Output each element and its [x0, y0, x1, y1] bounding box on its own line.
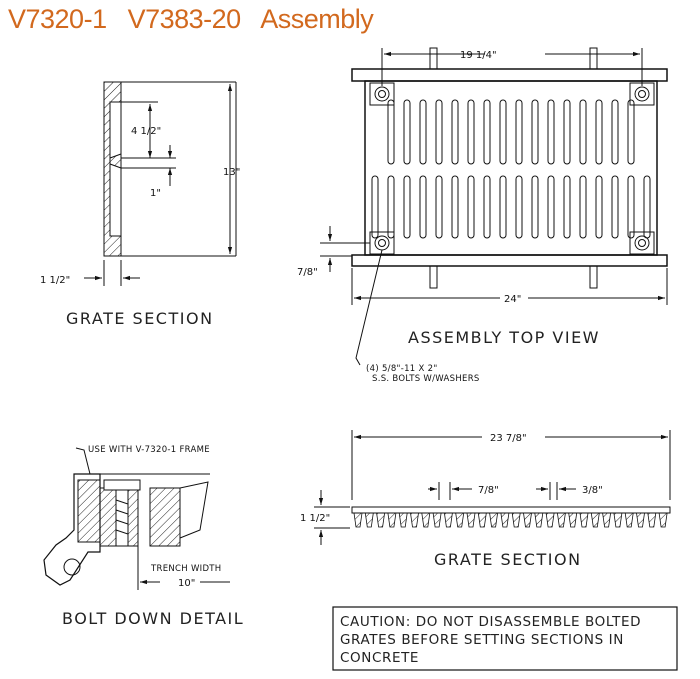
grate-slot: [404, 176, 410, 238]
assembly-top-view: [297, 48, 667, 384]
grate-slot: [500, 100, 506, 164]
caution-line3: CONCRETE: [340, 650, 420, 666]
grate-slot: [452, 100, 458, 164]
grate-bar: [422, 513, 430, 527]
grate-slot: [436, 176, 442, 238]
bolt-note-line1: (4) 5/8"-11 X 2": [366, 364, 438, 374]
grate-slot: [420, 176, 426, 238]
grate-bar: [411, 513, 419, 527]
grate-slot: [612, 100, 618, 164]
grate-slot: [468, 176, 474, 238]
bolt-down-caption: BOLT DOWN DETAIL: [62, 609, 245, 628]
grate-bar: [659, 513, 667, 527]
grate-bar: [603, 513, 611, 527]
grate-slot: [580, 176, 586, 238]
grate-bar: [354, 513, 362, 527]
bolt-note-line2: S.S. BOLTS W/WASHERS: [372, 374, 480, 384]
grate-bar: [637, 513, 645, 527]
grate-section-side-caption: GRATE SECTION: [66, 309, 214, 328]
grate-bar: [456, 513, 464, 527]
bolt-head: [104, 480, 140, 490]
bottom-frame-rail: [352, 255, 667, 266]
grate-slot: [420, 100, 426, 164]
grate-bar: [444, 513, 452, 527]
grate-slot: [564, 100, 570, 164]
caution-line2: GRATES BEFORE SETTING SECTIONS IN: [340, 632, 624, 648]
caution-line1: CAUTION: DO NOT DISASSEMBLE BOLTED: [340, 614, 642, 630]
dim-bar-label: 1": [150, 188, 161, 199]
dim-pitch-label: 7/8": [478, 485, 499, 496]
grate-bar: [478, 513, 486, 527]
grate-slots: [372, 100, 650, 238]
grate-slot: [644, 176, 650, 238]
dim-length-label: 23 7/8": [490, 433, 527, 444]
grate-slot: [500, 176, 506, 238]
grate-bar: [512, 513, 520, 527]
dim-height-label: 13": [223, 167, 241, 178]
grate-section-bottom-view: [300, 430, 670, 569]
caution-box: [333, 607, 677, 670]
grate-bar: [467, 513, 475, 527]
grate-slot: [484, 176, 490, 238]
grate-slot: [580, 100, 586, 164]
bolt-shank: [116, 490, 128, 546]
grate-slot: [516, 176, 522, 238]
grate-bar: [591, 513, 599, 527]
grate-slot: [628, 176, 634, 238]
dim-spacing-label: 4 1/2": [131, 126, 162, 137]
dim-width-label: 24": [504, 294, 522, 305]
grate-bar: [648, 513, 656, 527]
grate-slot: [596, 176, 602, 238]
grate-bar: [388, 513, 396, 527]
grate-bar: [535, 513, 543, 527]
grate-bar: [546, 513, 554, 527]
grate-bar: [557, 513, 565, 527]
grate-bar: [501, 513, 509, 527]
grate-section-side-view: [40, 82, 240, 328]
grate-bar: [625, 513, 633, 527]
grate-slot: [436, 100, 442, 164]
trench-width-label: TRENCH WIDTH: [151, 564, 222, 574]
grate-slot: [548, 176, 554, 238]
bolt-down-detail: [44, 445, 244, 628]
grate-bars: [354, 513, 667, 527]
bolt-down-note: USE WITH V-7320-1 FRAME: [88, 445, 210, 455]
dim-bottom-height-label: 1 1/2": [300, 513, 331, 524]
dim-offset-label: 7/8": [297, 267, 318, 278]
assembly-top-view-caption: ASSEMBLY TOP VIEW: [408, 328, 600, 347]
grate-bar: [569, 513, 577, 527]
grate-bar: [524, 513, 532, 527]
grate-slot: [388, 100, 394, 164]
grate-block-right: [150, 488, 180, 546]
dim-bolt-spacing-label: 19 1/4": [460, 50, 497, 61]
grate-bar: [377, 513, 385, 527]
grate-slot: [564, 176, 570, 238]
grate-slot: [532, 100, 538, 164]
grate-slot: [532, 176, 538, 238]
grate-bar: [365, 513, 373, 527]
grate-slot: [484, 100, 490, 164]
dim-thickness-label: 1 1/2": [40, 275, 71, 286]
drawing-title: V7320-1 V7383-20 Assembly: [8, 4, 374, 34]
grate-slot: [452, 176, 458, 238]
grate-bar: [399, 513, 407, 527]
grate-slot: [596, 100, 602, 164]
grate-section-bottom-caption: GRATE SECTION: [434, 550, 582, 569]
grate-bar: [614, 513, 622, 527]
grate-slot: [372, 176, 378, 238]
grate-slot: [404, 100, 410, 164]
grate-slot: [468, 100, 474, 164]
grate-top-flange: [352, 507, 670, 513]
grate-bar: [580, 513, 588, 527]
trench-width-dim: 10": [178, 578, 196, 589]
grate-slot: [548, 100, 554, 164]
grate-slot: [516, 100, 522, 164]
grate-bar: [490, 513, 498, 527]
grate-slot: [388, 176, 394, 238]
grate-slot: [612, 176, 618, 238]
dim-gap-label: 3/8": [582, 485, 603, 496]
grate-slot: [628, 100, 634, 164]
grate-bar: [433, 513, 441, 527]
top-frame-rail: [352, 69, 667, 81]
